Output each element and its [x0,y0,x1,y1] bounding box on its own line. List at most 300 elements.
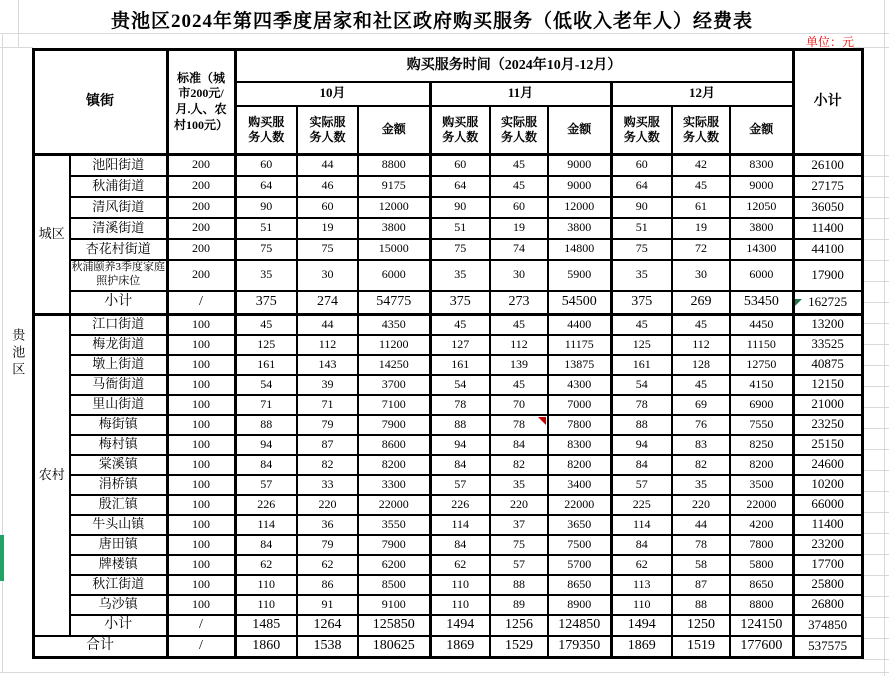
value-cell[interactable]: 7800 [730,535,793,555]
value-cell[interactable]: 36 [297,515,358,535]
standard-cell[interactable]: 100 [167,355,235,375]
standard-cell[interactable]: 100 [167,535,235,555]
header-subcolumn[interactable]: 金额 [730,106,793,155]
value-cell[interactable]: 58 [672,555,730,575]
value-cell[interactable]: 60 [297,197,358,218]
town-name-cell[interactable]: 马衙街道 [70,375,167,395]
value-cell[interactable]: 88 [430,415,490,435]
value-cell[interactable]: 110 [235,575,297,595]
row-subtotal-cell[interactable]: 23200 [793,535,862,555]
subtotal-label-cell[interactable]: 小计 [70,291,167,315]
header-subcolumn[interactable] [672,106,730,155]
value-cell[interactable]: 12050 [730,197,793,218]
value-cell[interactable]: 91 [297,595,358,615]
row-subtotal-cell[interactable]: 17900 [793,260,862,291]
value-cell[interactable]: 5800 [730,555,793,575]
value-cell[interactable]: 84 [235,535,297,555]
town-name-cell[interactable]: 秋浦颐养3季度家庭照护床位 [70,260,167,291]
town-name-cell[interactable]: 池阳街道 [70,155,167,176]
value-cell[interactable]: 37 [490,515,548,535]
value-cell[interactable]: 53450 [730,291,793,315]
value-cell[interactable]: 8200 [730,455,793,475]
header-subtotal[interactable]: 小计 [793,50,862,155]
value-cell[interactable]: 42 [672,155,730,176]
value-cell[interactable]: 62 [297,555,358,575]
value-cell[interactable]: 62 [235,555,297,575]
value-cell[interactable]: 375 [611,291,672,315]
value-cell[interactable]: 79 [297,535,358,555]
value-cell[interactable]: 44 [297,315,358,335]
value-cell[interactable]: 60 [235,155,297,176]
value-cell[interactable]: 30 [672,260,730,291]
value-cell[interactable]: 11150 [730,335,793,355]
row-subtotal-cell[interactable]: 26100 [793,155,862,176]
value-cell[interactable]: 79 [297,415,358,435]
row-subtotal-cell[interactable]: 17700 [793,555,862,575]
value-cell[interactable]: 22000 [548,495,611,515]
value-cell[interactable]: 269 [672,291,730,315]
value-cell[interactable]: 90 [430,197,490,218]
value-cell[interactable]: 71 [235,395,297,415]
value-cell[interactable]: 60 [490,197,548,218]
value-cell[interactable]: 46 [297,176,358,197]
town-name-cell[interactable]: 牌楼镇 [70,555,167,575]
value-cell[interactable]: 127 [430,335,490,355]
value-cell[interactable]: 6200 [358,555,430,575]
value-cell[interactable]: 114 [430,515,490,535]
standard-cell[interactable]: 100 [167,375,235,395]
town-name-cell[interactable]: 清溪街道 [70,218,167,239]
value-cell[interactable]: 86 [297,575,358,595]
value-cell[interactable]: 35 [430,260,490,291]
value-cell[interactable]: 110 [235,595,297,615]
region-cell[interactable] [2,50,33,658]
value-cell[interactable]: 4200 [730,515,793,535]
value-cell[interactable]: 64 [235,176,297,197]
value-cell[interactable]: 4150 [730,375,793,395]
value-cell[interactable]: 90 [611,197,672,218]
value-cell[interactable]: 3800 [358,218,430,239]
standard-cell[interactable]: 200 [167,239,235,260]
value-cell[interactable]: 64 [430,176,490,197]
value-cell[interactable]: 89 [490,595,548,615]
row-subtotal-cell[interactable]: 27175 [793,176,862,197]
value-cell[interactable]: 4450 [730,315,793,335]
town-name-cell[interactable]: 秋江街道 [70,575,167,595]
value-cell[interactable]: 8900 [548,595,611,615]
header-subcolumn[interactable] [235,106,297,155]
value-cell[interactable]: 112 [672,335,730,355]
header-month[interactable]: 10月 [235,82,430,106]
value-cell[interactable]: 45 [672,176,730,197]
value-cell[interactable]: 273 [490,291,548,315]
town-name-cell[interactable]: 梅村镇 [70,435,167,455]
value-cell[interactable]: 57 [611,475,672,495]
value-cell[interactable]: 19 [490,218,548,239]
value-cell[interactable]: 88 [611,415,672,435]
value-cell[interactable]: 12750 [730,355,793,375]
value-cell[interactable]: 54 [611,375,672,395]
row-subtotal-cell[interactable]: 24600 [793,455,862,475]
value-cell[interactable]: 57 [490,555,548,575]
value-cell[interactable]: 9100 [358,595,430,615]
value-cell[interactable]: 225 [611,495,672,515]
value-cell[interactable]: 44 [297,155,358,176]
value-cell[interactable]: 13875 [548,355,611,375]
value-cell[interactable]: 94 [611,435,672,455]
value-cell[interactable]: 3800 [548,218,611,239]
value-cell[interactable]: 124150 [730,615,793,636]
standard-cell[interactable]: 200 [167,176,235,197]
standard-cell[interactable]: 100 [167,495,235,515]
value-cell[interactable]: 6000 [730,260,793,291]
value-cell[interactable]: 112 [490,335,548,355]
value-cell[interactable]: 54775 [358,291,430,315]
value-cell[interactable]: 125 [235,335,297,355]
value-cell[interactable]: 54500 [548,291,611,315]
value-cell[interactable]: 1538 [297,636,358,658]
value-cell[interactable]: 1485 [235,615,297,636]
town-name-cell[interactable]: 墩上街道 [70,355,167,375]
town-name-cell[interactable]: 涓桥镇 [70,475,167,495]
value-cell[interactable]: 61 [672,197,730,218]
value-cell[interactable]: 161 [611,355,672,375]
value-cell[interactable]: 75 [490,535,548,555]
value-cell[interactable]: 39 [297,375,358,395]
row-subtotal-cell[interactable]: 23250 [793,415,862,435]
header-month[interactable]: 12月 [611,82,793,106]
value-cell[interactable]: 8200 [548,455,611,475]
value-cell[interactable]: 180625 [358,636,430,658]
standard-cell[interactable]: 100 [167,515,235,535]
value-cell[interactable]: 60 [611,155,672,176]
group-label-cell[interactable]: 农村 [33,315,70,636]
value-cell[interactable]: 110 [430,595,490,615]
value-cell[interactable]: 57 [235,475,297,495]
value-cell[interactable]: 19 [672,218,730,239]
town-name-cell[interactable]: 牛头山镇 [70,515,167,535]
value-cell[interactable]: 8650 [548,575,611,595]
standard-cell[interactable]: 100 [167,395,235,415]
value-cell[interactable]: 4300 [548,375,611,395]
value-cell[interactable]: 220 [672,495,730,515]
value-cell[interactable]: 84 [611,455,672,475]
row-subtotal-cell[interactable]: 21000 [793,395,862,415]
value-cell[interactable]: 83 [672,435,730,455]
standard-cell[interactable]: 100 [167,415,235,435]
value-cell[interactable]: 1869 [430,636,490,658]
value-cell[interactable]: 125850 [358,615,430,636]
value-cell[interactable]: 94 [430,435,490,455]
value-cell[interactable]: 78 [672,535,730,555]
value-cell[interactable]: 12000 [548,197,611,218]
value-cell[interactable]: 54 [430,375,490,395]
value-cell[interactable]: 84 [430,535,490,555]
value-cell[interactable]: 1519 [672,636,730,658]
value-cell[interactable]: 35 [672,475,730,495]
value-cell[interactable]: 220 [490,495,548,515]
header-subcolumn[interactable]: 金额 [358,106,430,155]
value-cell[interactable]: 9000 [730,176,793,197]
value-cell[interactable]: 45 [611,315,672,335]
header-subcolumn[interactable] [490,106,548,155]
value-cell[interactable]: 75 [235,239,297,260]
value-cell[interactable]: 4350 [358,315,430,335]
value-cell[interactable]: 226 [235,495,297,515]
group-label-cell[interactable]: 城区 [33,155,70,315]
value-cell[interactable]: 128 [672,355,730,375]
value-cell[interactable]: 19 [297,218,358,239]
value-cell[interactable]: 9000 [548,176,611,197]
value-cell[interactable]: 14800 [548,239,611,260]
value-cell[interactable]: 62 [611,555,672,575]
value-cell[interactable]: 3650 [548,515,611,535]
value-cell[interactable]: 14300 [730,239,793,260]
value-cell[interactable]: 1494 [611,615,672,636]
value-cell[interactable]: 177600 [730,636,793,658]
value-cell[interactable]: 8300 [548,435,611,455]
standard-cell[interactable]: 100 [167,335,235,355]
value-cell[interactable]: 45 [490,176,548,197]
value-cell[interactable]: 87 [672,575,730,595]
value-cell[interactable]: 375 [235,291,297,315]
value-cell[interactable]: 75 [297,239,358,260]
value-cell[interactable]: 7900 [358,415,430,435]
value-cell[interactable]: 82 [672,455,730,475]
standard-cell[interactable]: 100 [167,315,235,335]
value-cell[interactable]: 8250 [730,435,793,455]
value-cell[interactable]: 84 [490,435,548,455]
value-cell[interactable]: 35 [490,475,548,495]
value-cell[interactable]: 161 [430,355,490,375]
value-cell[interactable]: 1250 [672,615,730,636]
value-cell[interactable]: 114 [611,515,672,535]
standard-cell[interactable]: 100 [167,435,235,455]
town-name-cell[interactable]: 乌沙镇 [70,595,167,615]
value-cell[interactable]: 125 [611,335,672,355]
value-cell[interactable]: 8650 [730,575,793,595]
value-cell[interactable]: 161 [235,355,297,375]
row-subtotal-cell[interactable]: 11400 [793,515,862,535]
standard-cell[interactable]: 100 [167,555,235,575]
value-cell[interactable]: 1529 [490,636,548,658]
town-name-cell[interactable]: 殷汇镇 [70,495,167,515]
value-cell[interactable]: 82 [297,455,358,475]
town-name-cell[interactable]: 梅龙街道 [70,335,167,355]
value-cell[interactable]: 45 [672,375,730,395]
header-month[interactable]: 11月 [430,82,611,106]
value-cell[interactable]: 4400 [548,315,611,335]
value-cell[interactable]: 11175 [548,335,611,355]
town-name-cell[interactable]: 杏花村街道 [70,239,167,260]
value-cell[interactable]: 45 [672,315,730,335]
value-cell[interactable]: 45 [490,155,548,176]
value-cell[interactable]: 1494 [430,615,490,636]
value-cell[interactable]: 11200 [358,335,430,355]
value-cell[interactable]: 112 [297,335,358,355]
row-subtotal-cell[interactable]: 66000 [793,495,862,515]
value-cell[interactable]: 7500 [548,535,611,555]
value-cell[interactable]: 375 [430,291,490,315]
value-cell[interactable]: 7000 [548,395,611,415]
value-cell[interactable]: 22000 [730,495,793,515]
value-cell[interactable]: 7800 [548,415,611,435]
row-subtotal-cell[interactable]: 25800 [793,575,862,595]
value-cell[interactable]: 54 [235,375,297,395]
value-cell[interactable]: 71 [297,395,358,415]
value-cell[interactable]: 113 [611,575,672,595]
row-subtotal-cell[interactable]: 40875 [793,355,862,375]
value-cell[interactable]: 35 [235,260,297,291]
value-cell[interactable]: 12000 [358,197,430,218]
value-cell[interactable]: 3700 [358,375,430,395]
standard-cell[interactable]: 200 [167,155,235,176]
row-subtotal-cell[interactable]: 26800 [793,595,862,615]
value-cell[interactable]: 51 [235,218,297,239]
town-name-cell[interactable]: 秋浦街道 [70,176,167,197]
value-cell[interactable]: 78 [490,415,548,435]
value-cell[interactable]: 5700 [548,555,611,575]
value-cell[interactable]: 9175 [358,176,430,197]
value-cell[interactable]: 114 [235,515,297,535]
value-cell[interactable]: 7550 [730,415,793,435]
value-cell[interactable]: 179350 [548,636,611,658]
standard-cell[interactable]: 200 [167,197,235,218]
value-cell[interactable]: 9000 [548,155,611,176]
value-cell[interactable]: 88 [235,415,297,435]
row-subtotal-cell[interactable]: 12150 [793,375,862,395]
row-subtotal-cell[interactable]: 11400 [793,218,862,239]
value-cell[interactable]: 1264 [297,615,358,636]
value-cell[interactable]: 8300 [730,155,793,176]
value-cell[interactable]: 45 [430,315,490,335]
value-cell[interactable]: 44 [672,515,730,535]
value-cell[interactable]: 51 [611,218,672,239]
town-name-cell[interactable]: 唐田镇 [70,535,167,555]
value-cell[interactable]: 72 [672,239,730,260]
value-cell[interactable]: 110 [611,595,672,615]
value-cell[interactable]: 1256 [490,615,548,636]
value-cell[interactable]: 75 [611,239,672,260]
value-cell[interactable]: 15000 [358,239,430,260]
value-cell[interactable]: 88 [490,575,548,595]
subtotal-label-cell[interactable]: 小计 [70,615,167,636]
standard-cell[interactable]: / [167,291,235,315]
value-cell[interactable]: 82 [490,455,548,475]
standard-cell[interactable]: / [167,615,235,636]
value-cell[interactable]: 1869 [611,636,672,658]
value-cell[interactable]: 22000 [358,495,430,515]
value-cell[interactable]: 3800 [730,218,793,239]
value-cell[interactable]: 6000 [358,260,430,291]
header-subcolumn[interactable] [430,106,490,155]
row-subtotal-cell[interactable]: 33525 [793,335,862,355]
town-name-cell[interactable]: 江口街道 [70,315,167,335]
value-cell[interactable]: 5900 [548,260,611,291]
value-cell[interactable]: 124850 [548,615,611,636]
value-cell[interactable]: 45 [490,315,548,335]
value-cell[interactable]: 143 [297,355,358,375]
row-subtotal-cell[interactable]: 537575 [793,636,862,658]
value-cell[interactable]: 8600 [358,435,430,455]
value-cell[interactable]: 226 [430,495,490,515]
value-cell[interactable]: 70 [490,395,548,415]
value-cell[interactable]: 139 [490,355,548,375]
value-cell[interactable]: 57 [430,475,490,495]
row-subtotal-cell[interactable]: 25150 [793,435,862,455]
header-standard[interactable]: 标准（城市200元/月.人、农村100元） [167,50,235,155]
value-cell[interactable]: 8500 [358,575,430,595]
value-cell[interactable]: 110 [430,575,490,595]
value-cell[interactable]: 60 [430,155,490,176]
value-cell[interactable]: 30 [490,260,548,291]
value-cell[interactable]: 76 [672,415,730,435]
standard-cell[interactable]: 200 [167,260,235,291]
town-name-cell[interactable]: 清风街道 [70,197,167,218]
value-cell[interactable]: 1860 [235,636,297,658]
value-cell[interactable]: 8800 [730,595,793,615]
value-cell[interactable]: 74 [490,239,548,260]
row-subtotal-cell[interactable]: 374850 [793,615,862,636]
value-cell[interactable]: 62 [430,555,490,575]
value-cell[interactable]: 87 [297,435,358,455]
value-cell[interactable]: 45 [490,375,548,395]
value-cell[interactable]: 51 [430,218,490,239]
town-name-cell[interactable]: 里山街道 [70,395,167,415]
value-cell[interactable]: 3400 [548,475,611,495]
header-town[interactable]: 镇街 [33,50,167,155]
standard-cell[interactable]: 100 [167,595,235,615]
value-cell[interactable]: 220 [297,495,358,515]
value-cell[interactable]: 94 [235,435,297,455]
header-subcolumn[interactable] [611,106,672,155]
value-cell[interactable]: 69 [672,395,730,415]
total-label-cell[interactable]: 合计 [33,636,167,658]
value-cell[interactable]: 274 [297,291,358,315]
row-subtotal-cell[interactable]: 36050 [793,197,862,218]
row-subtotal-cell[interactable]: 44100 [793,239,862,260]
value-cell[interactable]: 3550 [358,515,430,535]
header-time-span[interactable]: 购买服务时间（2024年10月-12月） [235,50,793,82]
value-cell[interactable]: 88 [672,595,730,615]
value-cell[interactable]: 30 [297,260,358,291]
standard-cell[interactable]: / [167,636,235,658]
value-cell[interactable]: 7900 [358,535,430,555]
header-subcolumn[interactable]: 金额 [548,106,611,155]
value-cell[interactable]: 45 [235,315,297,335]
value-cell[interactable]: 3500 [730,475,793,495]
value-cell[interactable]: 84 [430,455,490,475]
standard-cell[interactable]: 100 [167,575,235,595]
value-cell[interactable]: 75 [430,239,490,260]
town-name-cell[interactable]: 梅街镇 [70,415,167,435]
value-cell[interactable]: 64 [611,176,672,197]
value-cell[interactable]: 90 [235,197,297,218]
value-cell[interactable]: 35 [611,260,672,291]
town-name-cell[interactable]: 棠溪镇 [70,455,167,475]
value-cell[interactable]: 3300 [358,475,430,495]
header-subcolumn[interactable] [297,106,358,155]
value-cell[interactable]: 78 [430,395,490,415]
value-cell[interactable]: 7100 [358,395,430,415]
standard-cell[interactable]: 200 [167,218,235,239]
value-cell[interactable]: 33 [297,475,358,495]
standard-cell[interactable]: 100 [167,475,235,495]
row-subtotal-cell[interactable]: 13200 [793,315,862,335]
value-cell[interactable]: 78 [611,395,672,415]
value-cell[interactable]: 8800 [358,155,430,176]
value-cell[interactable]: 6900 [730,395,793,415]
